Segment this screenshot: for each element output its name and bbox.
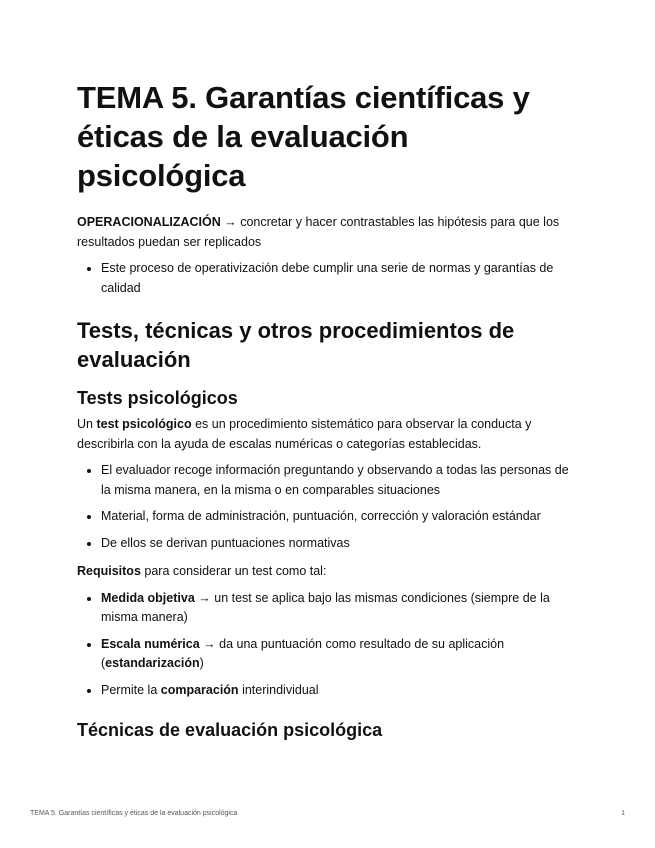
intro-text: concretar y hacer contrastables las hipótesis para que los resultados puedan ser replicados [77,215,560,249]
text-span: → un test se aplica bajo las mismas condiciones (siempre de la misma manera) [101,590,550,624]
bold-term: test psicológico [96,417,192,431]
bold-term: Escala numérica [101,636,200,651]
list-item: • De ellos se derivan puntuaciones normativas [101,534,577,554]
tests-list [77,461,577,553]
text-span: → da una puntuación como resultado de su aplicación ( [101,636,505,670]
intro-list [77,259,577,298]
document-page [77,78,577,747]
intro-term: OPERACIONALIZACIÓN [77,215,221,229]
requisitos-list [77,589,577,701]
text-span: ) [199,656,204,670]
bold-term: estandarización [105,656,200,670]
intro-arrow: → [224,215,237,229]
text-span: para considerar un test como tal: [144,564,327,578]
text-span: interindividual [242,682,319,697]
subsection-heading-tecnicas: Técnicas de evaluación psicológica [77,720,383,740]
list-item [101,589,577,628]
bold-term: comparación [160,682,239,697]
footer-title: TEMA 5. Garantías científicas y éticas de la evaluación psicológica [30,810,238,817]
text-span: Permite la [101,682,158,697]
list-item [101,635,577,674]
subsection-heading-tests-psicologicos: Tests psicológicos [77,388,238,408]
list-item [101,681,577,701]
footer-page-number: 1 [621,810,625,817]
text-span: es un procedimiento sistemático para observar la conducta y describirla con la ayuda de escalas numéricas o categorías establecidas. [77,417,532,451]
bold-term: Medida objetiva [101,590,195,605]
list-item: • El evaluador recoge información preguntando y observando a todas las personas de la misma manera, en la misma o en comparables situaciones [101,461,577,500]
tests-definition-paragraph [77,415,577,454]
text-span: Un [77,417,93,431]
intro-paragraph [77,213,577,252]
list-item: • Este proceso de operativización debe cumplir una serie de normas y garantías de calidad [101,259,577,298]
page-title: TEMA 5. Garantías científicas y éticas de la evaluación psicológica [77,80,530,193]
list-item: • Material, forma de administración, puntuación, corrección y valoración estándar [101,507,577,527]
section-heading-tests: Tests, técnicas y otros procedimientos de evaluación [77,318,515,372]
bold-term: Requisitos [77,564,141,578]
requisitos-paragraph [77,562,577,582]
